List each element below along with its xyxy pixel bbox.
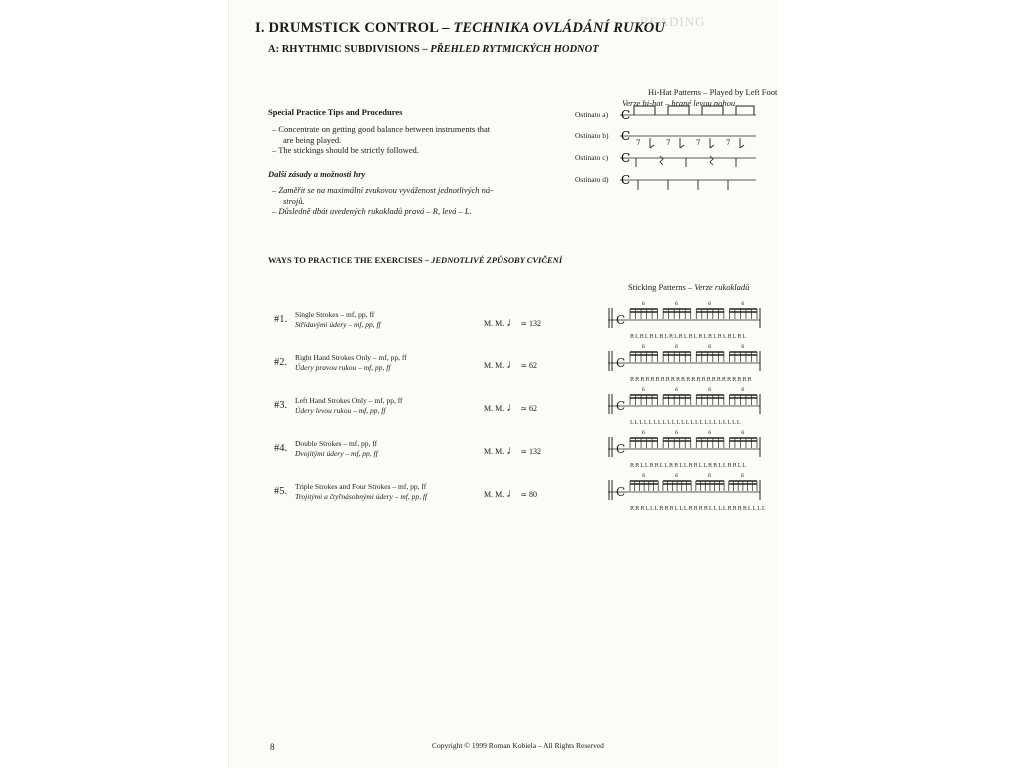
hihat-title-cz: Verze hi-hat – hrané levou nohou: [622, 98, 736, 108]
sticking-letters-3: LLLLLLLLLLLLLLLLLLLLLLLL: [630, 420, 742, 426]
svg-text:7: 7: [696, 139, 701, 147]
ways-title: [268, 255, 562, 265]
tips-item-3: – The stickings should be strictly followed.: [272, 145, 419, 155]
section-subtitle: [268, 44, 599, 55]
ostinato-a-staff: [620, 106, 756, 122]
exercise-4-mm-label: M. M.: [484, 447, 505, 456]
exercise-1-note-icon: ♩: [506, 315, 519, 329]
tuplet-mark: 6: [641, 387, 645, 393]
ostinato-c-staff: [620, 151, 756, 167]
ostinato-b-time-sig: C: [621, 129, 631, 143]
ostinato-label-d: Ostinato d): [575, 175, 609, 184]
sticking-staff-5: [608, 473, 767, 512]
exercise-2-tempo: ≃ 62: [520, 361, 537, 370]
svg-text:7: 7: [636, 139, 641, 147]
tips-item-1: – Concentrate on getting good balance between instruments that: [272, 124, 491, 134]
tuplet-mark: 6: [708, 387, 712, 393]
exercise-2-title: Right Hand Strokes Only – mf, pp, ff: [295, 353, 407, 362]
exercise-2-mm-label: M. M.: [484, 361, 505, 370]
ostinato-a-time-sig: C: [621, 108, 631, 122]
exercise-1-mm: [484, 315, 541, 330]
exercise-3-number: #3.: [274, 400, 288, 411]
tuplet-mark: 6: [641, 344, 645, 350]
tuplet-mark: 6: [708, 344, 712, 350]
tuplet-mark: 6: [741, 387, 745, 393]
tuplet-mark: 6: [641, 430, 645, 436]
exercise-3-tempo: ≃ 62: [520, 404, 537, 413]
exercise-3-mm-label: M. M.: [484, 404, 505, 413]
sticking-staff-1: [608, 301, 760, 340]
tuplet-mark: 6: [674, 387, 679, 393]
tuplet-mark: 6: [741, 344, 745, 350]
subtitle-cz: PŘEHLED RYTMICKÝCH HODNOT: [430, 44, 599, 55]
exercise-3-title: Left Hand Strokes Only – mf, pp, ff: [295, 396, 403, 405]
exercise-2-title-cz: Údery pravou rukou – mf, pp, ff: [295, 363, 391, 372]
tuplet-mark: 6: [641, 301, 645, 307]
tuplet-mark: 6: [642, 473, 646, 479]
exercise-1-title-cz: Střídavými údery – mf, pp, ff: [295, 320, 381, 329]
tuplet-mark: 6: [741, 301, 745, 307]
sticking-time-sig-5: C: [616, 485, 626, 499]
exercise-2-number: #2.: [274, 357, 288, 368]
sticking-staff-4: [608, 430, 760, 469]
exercise-5-tempo: ≃ 80: [520, 490, 537, 499]
ostinato-d-time-sig: C: [621, 173, 631, 187]
hihat-ostinato-notation: [618, 105, 758, 195]
subtitle-sep: –: [419, 44, 431, 55]
sticking-patterns-notation: [600, 296, 765, 516]
tuplet-mark: 6: [707, 473, 712, 479]
tips-item-2: are being played.: [283, 135, 342, 145]
exercise-4-mm: [484, 443, 541, 458]
subtitle-en: A: RHYTHMIC SUBDIVISIONS: [268, 44, 420, 55]
svg-text:7: 7: [666, 139, 671, 147]
tuplet-mark: 6: [740, 473, 745, 479]
bleed-through-text: READING: [640, 14, 706, 29]
exercise-4-title: Double Strokes – mf, pp, ff: [295, 439, 378, 448]
ways-title-sep: –: [422, 255, 432, 265]
sticking-title: [628, 282, 749, 292]
exercise-4-number: #4.: [274, 443, 288, 454]
exercise-3-title-cz: Údery levou rukou – mf, pp, ff: [295, 406, 386, 415]
exercise-3-mm: [484, 400, 537, 415]
sticking-letters-5: RRRLLLRRRLLLRRRRLLLLRRRRLLLL: [630, 506, 767, 512]
sticking-time-sig-4: C: [616, 442, 626, 456]
exercise-5-title: Triple Strokes and Four Strokes – mf, pp, ff: [295, 482, 427, 491]
exercise-4-title-cz: Dvojitými údery – mf, pp, ff: [295, 449, 378, 458]
copyright: Copyright © 1999 Roman Kobiela – All Rights Reserved: [432, 741, 604, 750]
ways-title-en: WAYS TO PRACTICE THE EXERCISES: [268, 255, 423, 265]
ostinato-label-b: Ostinato b): [575, 131, 609, 140]
tuplet-mark: 6: [674, 344, 679, 350]
exercise-1-title: Single Strokes – mf, pp, ff: [295, 310, 375, 319]
svg-text:7: 7: [726, 139, 731, 147]
exercise-2-mm: [484, 357, 537, 372]
sticking-staff-3: [608, 387, 760, 426]
exercise-2-note-icon: ♩: [506, 357, 519, 371]
ways-title-cz: JEDNOTLIVÉ ZPŮSOBY CVIČENÍ: [431, 255, 563, 265]
sticking-time-sig-1: C: [616, 313, 626, 327]
exercise-3-note-icon: ♩: [506, 400, 519, 414]
title-cz: TECHNIKA OVLÁDÁNÍ RUKOU: [453, 20, 666, 36]
ostinato-c-time-sig: C: [621, 151, 631, 165]
exercise-5-title-cz: Trojitými a čtyřnásobnými údery – mf, pp, ff: [295, 492, 428, 501]
exercise-5-note-icon: ♩: [506, 486, 519, 500]
sticking-letters-4: RRLLRRLLRRLLRRLLRRLLRRLL: [630, 463, 748, 469]
sticking-letters-1: RLRLRLRLRLRLRLRLRLRLRLRL: [630, 334, 748, 340]
ostinato-b-staff: [620, 129, 756, 148]
exercise-4-tempo: ≃ 132: [520, 447, 541, 456]
sticking-title-sep: –: [685, 282, 695, 292]
ostinato-d-staff: [620, 173, 756, 190]
tuplet-mark: 6: [708, 301, 712, 307]
exercise-4-note-icon: ♩: [506, 443, 519, 457]
page-title: [255, 20, 665, 37]
title-sep: –: [438, 20, 454, 36]
tuplet-mark: 6: [741, 430, 745, 436]
ostinato-label-a: Ostinato a): [575, 110, 609, 119]
tips-cz-item-2: strojů.: [283, 196, 305, 206]
exercise-5-number: #5.: [274, 486, 288, 497]
tips-title-cz: Další zásady a možnosti hry: [268, 169, 366, 179]
hihat-title: Hi-Hat Patterns – Played by Left Foot: [648, 87, 778, 97]
sticking-title-en: Sticking Patterns: [628, 282, 686, 292]
exercise-5-mm-label: M. M.: [484, 490, 505, 499]
page-number: 8: [270, 742, 275, 752]
sticking-time-sig-2: C: [616, 356, 626, 370]
tuplet-mark: 6: [708, 430, 712, 436]
title-en: I. DRUMSTICK CONTROL: [255, 20, 439, 36]
exercise-1-mm-label: M. M.: [484, 319, 505, 328]
sticking-letters-2: RRRRRRRRRRRRRRRRRRRRRRRR: [630, 377, 753, 383]
tips-title: Special Practice Tips and Procedures: [268, 107, 403, 117]
exercise-5-mm: [484, 486, 537, 501]
tuplet-mark: 6: [674, 430, 679, 436]
sticking-title-cz: Verze rukokladů: [694, 282, 750, 292]
ostinato-label-c: Ostinato c): [575, 153, 609, 162]
tips-cz-item-1: – Zaměřit se na maximální zvukovou vyváženost jednotlivých ná-: [272, 185, 493, 195]
exercise-1-number: #1.: [274, 314, 288, 325]
sticking-time-sig-3: C: [616, 399, 626, 413]
tips-cz-item-3: – Důsledně dbát uvedených rukokladů pravá – R, levá – L.: [272, 206, 472, 216]
tuplet-mark: 6: [674, 301, 679, 307]
exercise-1-tempo: ≃ 132: [520, 319, 541, 328]
tuplet-mark: 6: [675, 473, 679, 479]
sticking-staff-2: [608, 344, 760, 383]
